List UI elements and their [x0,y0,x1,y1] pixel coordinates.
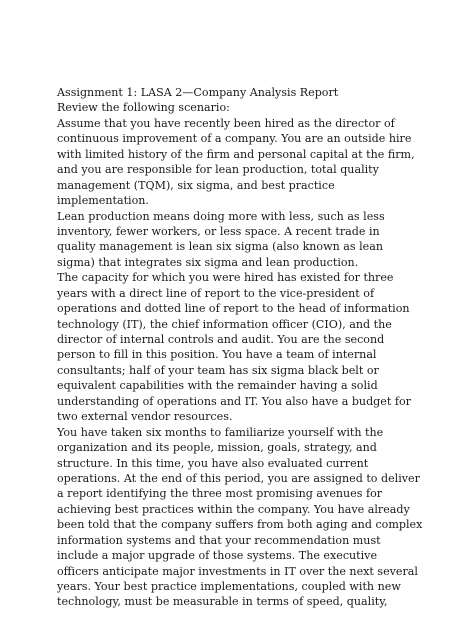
text-line: two external vendor resources. [57,410,233,424]
text-line: operations and dotted line of report to the head of information [57,302,410,316]
text-line: understanding of operations and IT. You also have a budget for [57,394,411,408]
document-title: Assignment 1: LASA 2—Company Analysis Report [57,86,339,99]
text-line: technology, must be measurable in terms of speed, quality, [57,595,388,609]
text-line: operations. At the end of this period, you are assigned to deliver [57,471,420,485]
text-line: achieving best practices within the company. You have already [57,502,410,516]
text-line: technology (IT), the chief information officer (CIO), and the [57,317,392,331]
text-line: Review the following scenario: [57,101,230,115]
text-line: consultants; half of your team has six sigma black belt or [57,363,379,377]
text-line: sigma) that integrates six sigma and lean production. [57,255,359,269]
text-line: The capacity for which you were hired has existed for three [57,271,394,285]
text-line: management (TQM), six sigma, and best practice [57,178,335,192]
text-line: quality management is lean six sigma (also known as lean [57,240,383,254]
text-line: director of internal controls and audit. You are the second [57,333,385,346]
text-line: with limited history of the firm and personal capital at the firm, [57,147,415,161]
text-line: Assume that you have recently been hired as the director of [57,116,395,130]
text-line: continuous improvement of a company. You are an outside hire [57,132,412,146]
text-line: years with a direct line of report to the vice-president of [57,286,375,300]
text-line: inventory, fewer workers, or less space. A recent trade in [57,224,380,238]
text-line: and you are responsible for lean production, total quality [57,163,379,177]
text-line: include a major upgrade of those systems. The executive [57,549,378,563]
text-line: a report identifying the three most promising avenues for [57,487,383,501]
text-line: organization and its people, mission, goals, strategy, and [57,441,377,455]
text-line: You have taken six months to familiarize yourself with the [57,425,384,439]
text-line: officers anticipate major investments in IT over the next several [57,564,418,578]
text-line: years. Your best practice implementations, coupled with new [57,580,401,593]
text-line: implementation. [57,194,149,208]
document-body [57,85,423,610]
text-line: been told that the company suffers from both aging and complex [57,518,423,532]
text-line: Lean production means doing more with less, such as less [57,209,385,223]
text-line: structure. In this time, you have also evaluated current [57,456,369,470]
text-line: equivalent capabilities with the remainder having a solid [57,379,378,393]
text-line: person to fill in this position. You have a team of internal [57,348,377,362]
text-line: information systems and that your recommendation must [57,533,381,547]
